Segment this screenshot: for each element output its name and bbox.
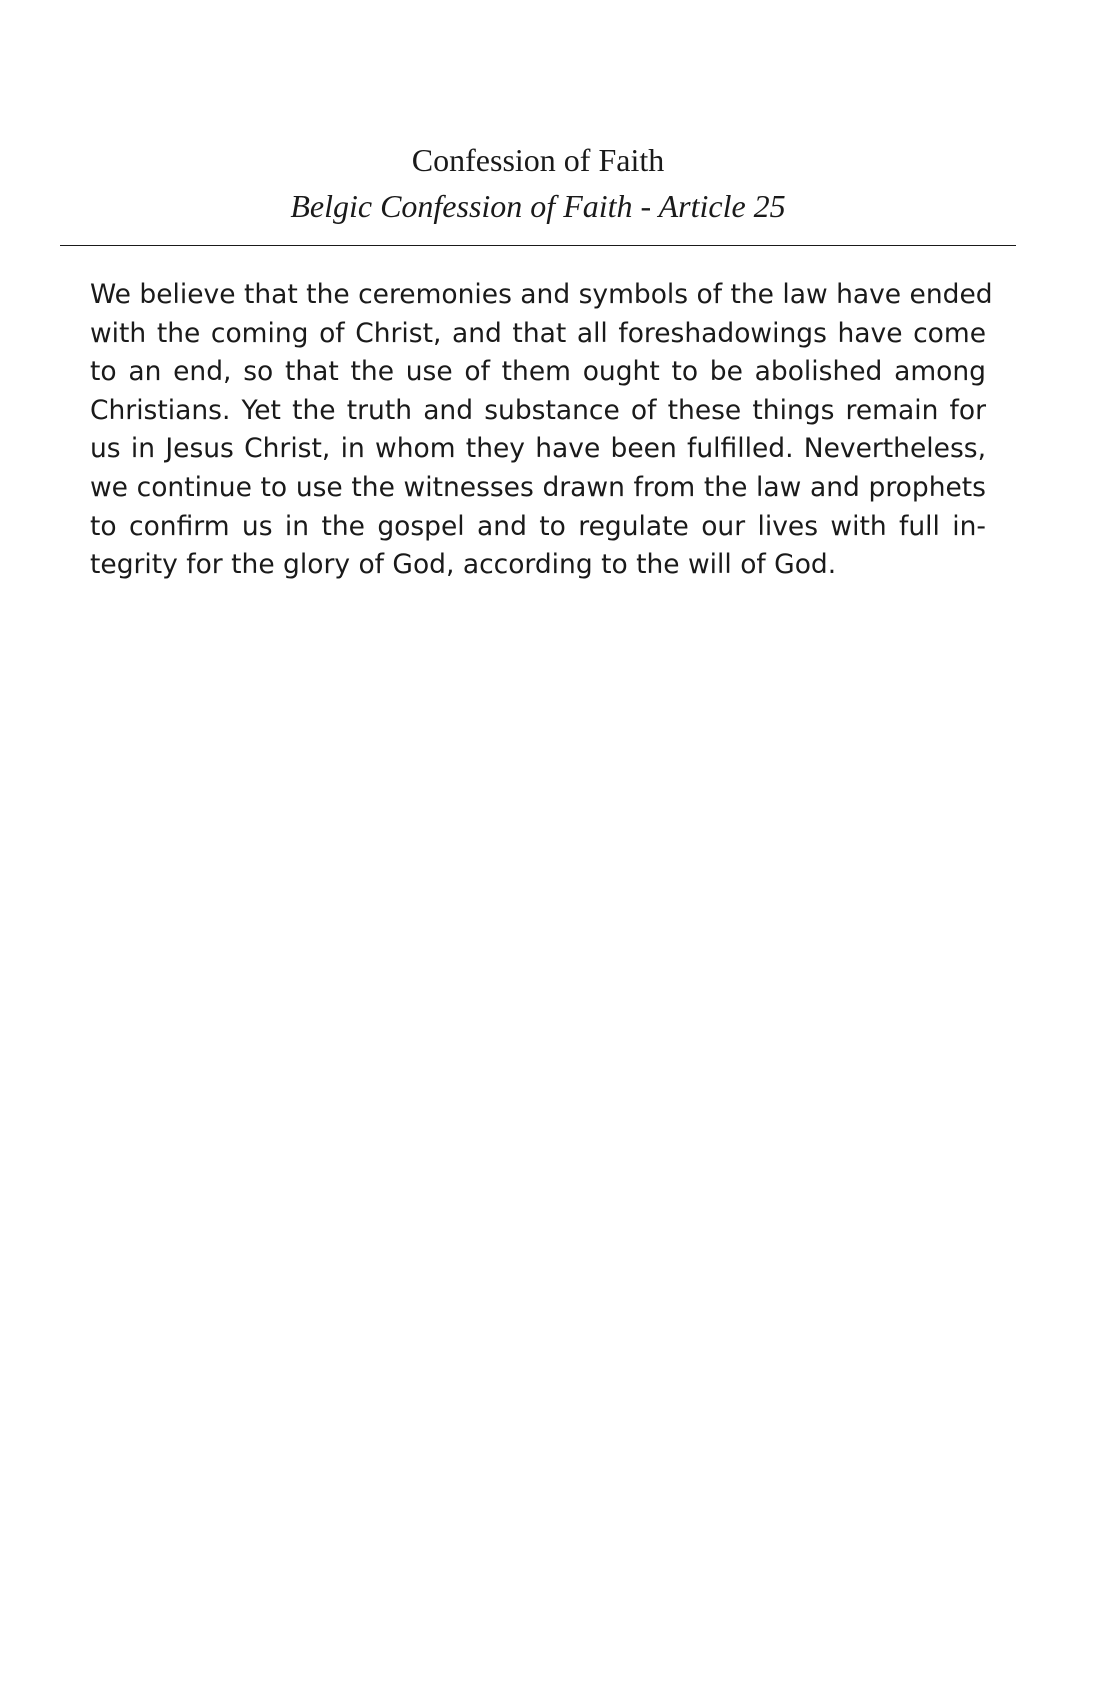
page-header	[60, 138, 1016, 230]
body-line: us in Jesus Christ, in whom they have been fulfilled. Nevertheless,	[90, 433, 986, 465]
body-line: with the coming of Christ, and that all foreshadowings have come	[90, 317, 986, 349]
body-line: to confirm us in the gospel and to regulate our lives with full in-	[90, 510, 986, 542]
body-line: We believe that the ceremonies and symbols of the law have ended	[90, 279, 993, 310]
article-body	[90, 276, 993, 585]
body-line: Christians. Yet the truth and substance of these things remain for	[90, 394, 986, 426]
document-title: Confession of Faith	[411, 142, 665, 178]
header-divider	[60, 245, 1016, 246]
body-line: we continue to use the witnesses drawn from the law and prophets	[90, 471, 986, 503]
body-line: to an end, so that the use of them ought to be abolished among	[90, 356, 986, 388]
document-subtitle: Belgic Confession of Faith - Article 25	[290, 188, 786, 224]
body-line: tegrity for the glory of God, according to the will of God.	[90, 549, 837, 581]
